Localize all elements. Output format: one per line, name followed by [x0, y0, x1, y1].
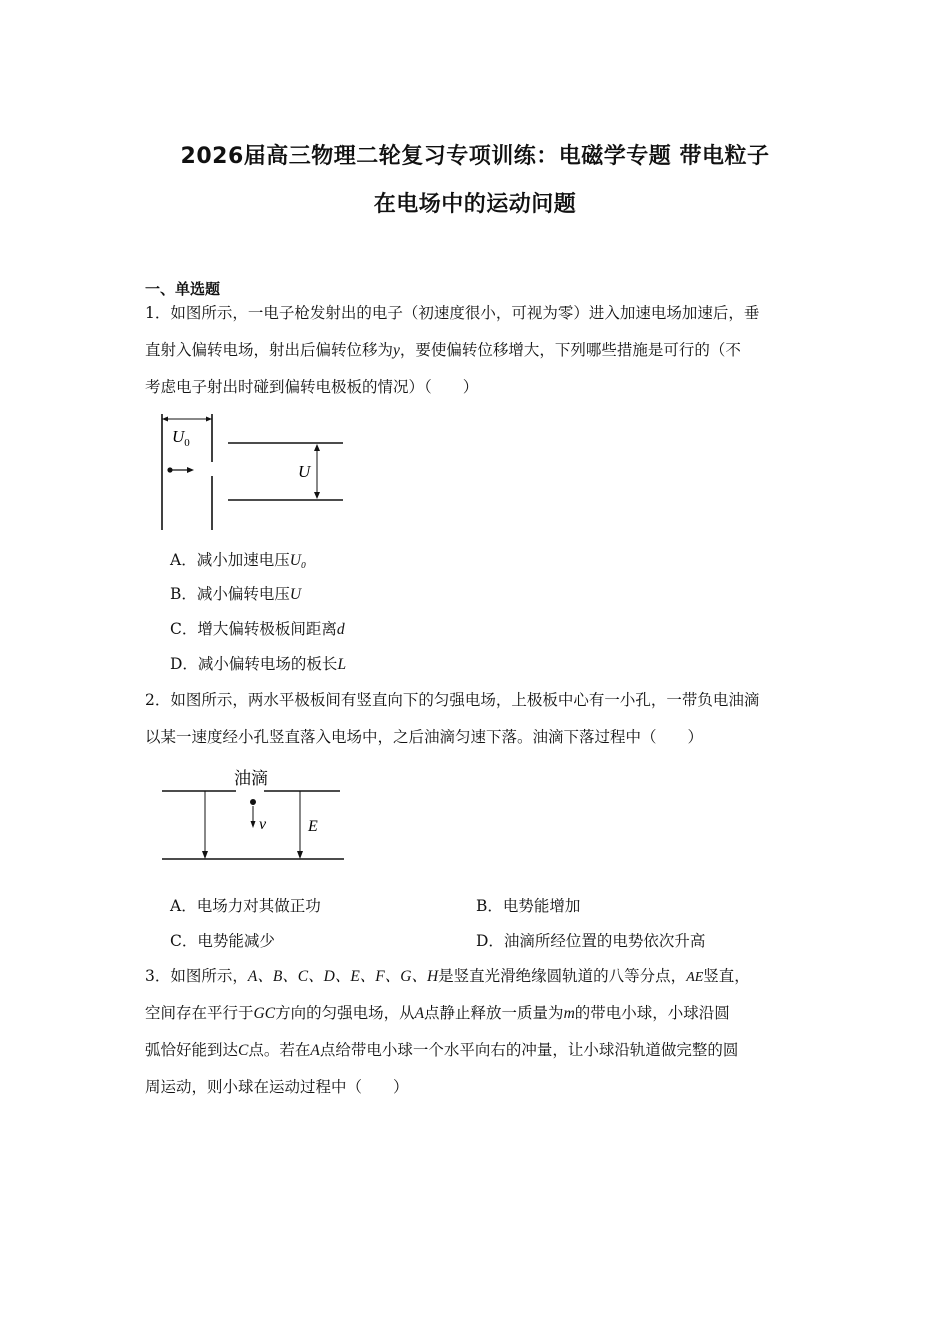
q1-option-d[interactable]: D．减小偏转电场的板长L: [170, 655, 347, 673]
q1-label-u: U: [298, 462, 311, 481]
q3-line4: 周运动，则小球在运动过程中（ ）: [145, 1078, 409, 1096]
document-title-line2: 在电场中的运动问题: [373, 192, 577, 217]
q2-option-c[interactable]: C．电势能减少: [170, 932, 275, 950]
q1-label-u0: $U_0$: [172, 427, 190, 449]
q1-figure-electron-gun: [150, 410, 350, 535]
electron-dot: [167, 467, 172, 472]
q2-line2: 以某一速度经小孔竖直落入电场中，之后油滴匀速下落。油滴下落过程中（ ）: [145, 728, 704, 746]
q3-line2: 空间存在平行于GC方向的匀强电场，从A点静止释放一质量为m的带电小球，小球沿圆: [145, 1004, 730, 1022]
q1-line2: 直射入偏转电场，射出后偏转位移为y，要使偏转位移增大，下列哪些措施是可行的（不: [145, 341, 741, 359]
q1-option-a[interactable]: A．减小加速电压U₀: [170, 551, 307, 569]
q2-figure-oil-drop: [160, 765, 350, 865]
q3-line3: 弧恰好能到达C点。若在A点给带电小球一个水平向右的冲量，让小球沿轨道做完整的圆: [145, 1041, 739, 1059]
q1-line3: 考虑电子射出时碰到偏转电极板的情况）（ ）: [145, 378, 479, 396]
q2-label-oil-drop: 油滴: [234, 769, 268, 788]
section-heading: 一、单选题: [145, 280, 221, 298]
q2-option-a[interactable]: A．电场力对其做正功: [170, 897, 321, 915]
q1-option-b[interactable]: B．减小偏转电压U: [170, 585, 302, 603]
q2-label-e: E: [308, 818, 318, 835]
q2-option-d[interactable]: D．油滴所经位置的电势依次升高: [476, 932, 706, 950]
oil-drop-dot: [250, 799, 256, 805]
q3-line1: 3．如图所示，A、B、C、D、E、F、G、H是竖直光滑绝缘圆轨道的八等分点，AE竖直，: [145, 967, 750, 985]
q1-option-c[interactable]: C．增大偏转极板间距离d: [170, 620, 345, 638]
q2-label-v: v: [259, 816, 267, 833]
q2-line1: 2．如图所示，两水平极板间有竖直向下的匀强电场，上极板中心有一小孔，一带负电油滴: [145, 691, 760, 709]
q2-option-b[interactable]: B．电势能增加: [476, 897, 581, 915]
q1-line1: 1．如图所示，一电子枪发射出的电子（初速度很小，可视为零）进入加速电场加速后，垂: [145, 304, 760, 322]
document-title-line1: 2026届高三物理二轮复习专项训练：电磁学专题 带电粒子: [180, 144, 770, 169]
